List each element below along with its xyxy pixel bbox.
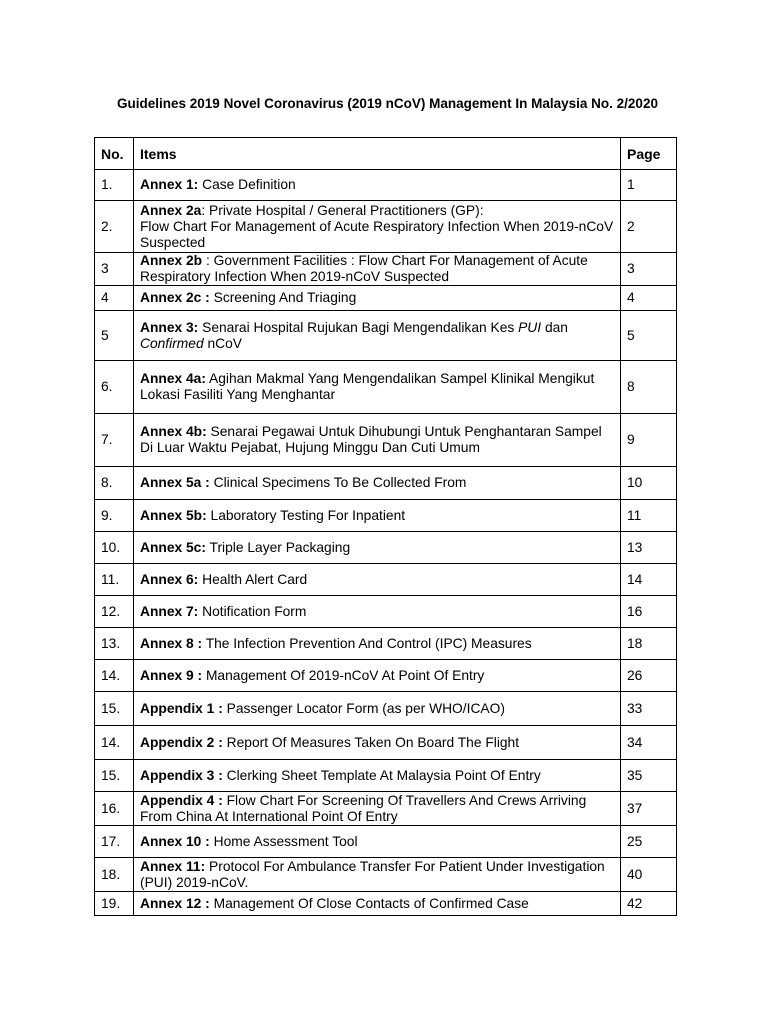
row-number: 15. bbox=[95, 760, 134, 792]
row-number: 13. bbox=[95, 628, 134, 660]
item-text: Senarai Pegawai Untuk Dihubungi Untuk Penghantaran Sampel Di Luar Waktu Pejabat, Hujung Minggu Dan Cuti Umum bbox=[140, 424, 602, 455]
table-body bbox=[95, 170, 677, 916]
table-row bbox=[95, 564, 677, 596]
row-item bbox=[134, 286, 621, 311]
table-row bbox=[95, 892, 677, 916]
annex-label: Annex 4a: bbox=[140, 371, 206, 386]
annex-label: Annex 6: bbox=[140, 571, 199, 587]
table-row bbox=[95, 414, 677, 467]
row-number: 12. bbox=[95, 596, 134, 628]
row-number: 14. bbox=[95, 726, 134, 760]
text-segment: nCoV bbox=[203, 335, 243, 351]
row-item bbox=[134, 596, 621, 628]
annex-label: Appendix 2 : bbox=[140, 734, 223, 750]
table-row bbox=[95, 286, 677, 311]
header-no: No. bbox=[95, 138, 134, 170]
italic-term: PUI bbox=[518, 319, 542, 335]
row-item bbox=[134, 692, 621, 726]
row-number: 1. bbox=[95, 170, 134, 201]
row-item bbox=[134, 311, 621, 361]
annex-label: Annex 11: bbox=[140, 858, 206, 874]
annex-label: Annex 8 : bbox=[140, 635, 203, 651]
row-number: 19. bbox=[95, 892, 134, 916]
row-number: 4 bbox=[95, 286, 134, 311]
table-row bbox=[95, 760, 677, 792]
row-page: 1 bbox=[621, 170, 677, 201]
table-row bbox=[95, 170, 677, 201]
row-page: 10 bbox=[621, 467, 677, 500]
text-segment: Senarai Hospital Rujukan Bagi Mengendalikan Kes bbox=[198, 319, 519, 335]
row-page: 14 bbox=[621, 564, 677, 596]
item-text: Protocol For Ambulance Transfer For Patient Under Investigation (PUI) 2019-nCoV. bbox=[140, 858, 605, 890]
row-number: 11. bbox=[95, 564, 134, 596]
row-page: 8 bbox=[621, 361, 677, 414]
row-item bbox=[134, 500, 621, 532]
row-page: 42 bbox=[621, 892, 677, 916]
item-text: Agihan Makmal Yang Mengendalikan Sampel Klinikal Mengikut Lokasi Fasiliti Yang Menghantar bbox=[140, 371, 595, 402]
annex-label: Appendix 4 : bbox=[140, 792, 223, 808]
row-item bbox=[134, 826, 621, 858]
row-item bbox=[134, 892, 621, 916]
document-title: Guidelines 2019 Novel Coronavirus (2019 nCoV) Management In Malaysia No. 2/2020 bbox=[117, 96, 658, 111]
table-row bbox=[95, 361, 677, 414]
item-text: Health Alert Card bbox=[198, 571, 308, 587]
item-text: Management Of Close Contacts of Confirmed Case bbox=[209, 895, 529, 911]
row-page: 9 bbox=[621, 414, 677, 467]
table-row bbox=[95, 500, 677, 532]
item-text: : Government Facilities : Flow Chart For Management of Acute Respiratory Infection When 2019-nCoV Suspected bbox=[140, 253, 588, 284]
item-text: Passenger Locator Form (as per WHO/ICAO) bbox=[222, 700, 505, 716]
row-page: 16 bbox=[621, 596, 677, 628]
annex-label: Annex 2b bbox=[140, 253, 203, 268]
row-number: 18. bbox=[95, 858, 134, 892]
item-text: Management Of 2019-nCoV At Point Of Entry bbox=[202, 667, 485, 683]
row-item bbox=[134, 792, 621, 826]
row-number: 9. bbox=[95, 500, 134, 532]
text-segment: dan bbox=[541, 319, 568, 335]
item-text: Laboratory Testing For Inpatient bbox=[206, 507, 406, 523]
annex-label: Annex 2a bbox=[140, 202, 202, 218]
item-text: Case Definition bbox=[198, 177, 296, 192]
row-item bbox=[134, 628, 621, 660]
item-text: Screening And Triaging bbox=[209, 290, 357, 305]
annex-label: Annex 4b: bbox=[140, 424, 207, 439]
table-row bbox=[95, 532, 677, 564]
table-header-row bbox=[95, 138, 677, 170]
row-page: 26 bbox=[621, 660, 677, 692]
row-number: 15. bbox=[95, 692, 134, 726]
item-text bbox=[140, 320, 568, 351]
row-page: 5 bbox=[621, 311, 677, 361]
row-item bbox=[134, 361, 621, 414]
italic-term: Confirmed bbox=[140, 335, 204, 351]
row-item bbox=[134, 414, 621, 467]
row-item bbox=[134, 564, 621, 596]
item-text: The Infection Prevention And Control (IPC) Measures bbox=[202, 635, 532, 651]
item-text: : Private Hospital / General Practitioners (GP): Flow Chart For Management of Acute Respiratory Infection When 2019-nCoV Suspected bbox=[140, 202, 614, 250]
row-item bbox=[134, 726, 621, 760]
table-row bbox=[95, 201, 677, 253]
table-row bbox=[95, 467, 677, 500]
row-number: 3 bbox=[95, 253, 134, 286]
row-page: 34 bbox=[621, 726, 677, 760]
annex-label: Appendix 3 : bbox=[140, 767, 223, 783]
row-page: 4 bbox=[621, 286, 677, 311]
table-row bbox=[95, 858, 677, 892]
row-number: 17. bbox=[95, 826, 134, 858]
annex-label: Annex 1: bbox=[140, 177, 199, 192]
annex-label: Annex 3: bbox=[140, 319, 199, 335]
row-page: 33 bbox=[621, 692, 677, 726]
table-row bbox=[95, 596, 677, 628]
row-item bbox=[134, 253, 621, 286]
row-number: 8. bbox=[95, 467, 134, 500]
row-number: 16. bbox=[95, 792, 134, 826]
row-page: 40 bbox=[621, 858, 677, 892]
annex-label: Annex 10 : bbox=[140, 833, 210, 849]
annex-label: Annex 9 : bbox=[140, 667, 203, 683]
row-item bbox=[134, 858, 621, 892]
item-text: Notification Form bbox=[198, 603, 307, 619]
row-number: 6. bbox=[95, 361, 134, 414]
annex-label: Annex 5c: bbox=[140, 539, 206, 555]
row-page: 11 bbox=[621, 500, 677, 532]
row-page: 2 bbox=[621, 201, 677, 253]
row-number: 7. bbox=[95, 414, 134, 467]
table-row bbox=[95, 311, 677, 361]
row-page: 13 bbox=[621, 532, 677, 564]
item-text: Home Assessment Tool bbox=[209, 833, 358, 849]
table-row bbox=[95, 726, 677, 760]
row-number: 10. bbox=[95, 532, 134, 564]
row-item bbox=[134, 660, 621, 692]
table-of-contents bbox=[94, 137, 677, 916]
table-row bbox=[95, 692, 677, 726]
table-row bbox=[95, 792, 677, 826]
row-page: 3 bbox=[621, 253, 677, 286]
item-text: Flow Chart For Screening Of Travellers And Crews Arriving From China At International Point Of Entry bbox=[140, 792, 587, 824]
annex-label: Annex 2c : bbox=[140, 290, 210, 305]
table-row bbox=[95, 253, 677, 286]
row-page: 18 bbox=[621, 628, 677, 660]
row-number: 14. bbox=[95, 660, 134, 692]
header-items: Items bbox=[134, 138, 621, 170]
row-item bbox=[134, 467, 621, 500]
row-item bbox=[134, 170, 621, 201]
item-text: Clinical Specimens To Be Collected From bbox=[209, 475, 467, 490]
annex-label: Annex 5a : bbox=[140, 475, 210, 490]
row-item bbox=[134, 532, 621, 564]
item-text: Triple Layer Packaging bbox=[205, 539, 351, 555]
row-page: 25 bbox=[621, 826, 677, 858]
row-page: 37 bbox=[621, 792, 677, 826]
row-number: 5 bbox=[95, 311, 134, 361]
table-row bbox=[95, 660, 677, 692]
row-number: 2. bbox=[95, 201, 134, 253]
row-page: 35 bbox=[621, 760, 677, 792]
annex-label: Annex 7: bbox=[140, 603, 199, 619]
annex-label: Appendix 1 : bbox=[140, 700, 223, 716]
annex-label: Annex 12 : bbox=[140, 895, 210, 911]
item-text: Report Of Measures Taken On Board The Flight bbox=[222, 734, 520, 750]
table-row bbox=[95, 628, 677, 660]
row-item bbox=[134, 760, 621, 792]
table-row bbox=[95, 826, 677, 858]
row-item bbox=[134, 201, 621, 253]
annex-label: Annex 5b: bbox=[140, 507, 207, 523]
header-page: Page bbox=[621, 138, 677, 170]
item-text: Clerking Sheet Template At Malaysia Point Of Entry bbox=[222, 767, 541, 783]
